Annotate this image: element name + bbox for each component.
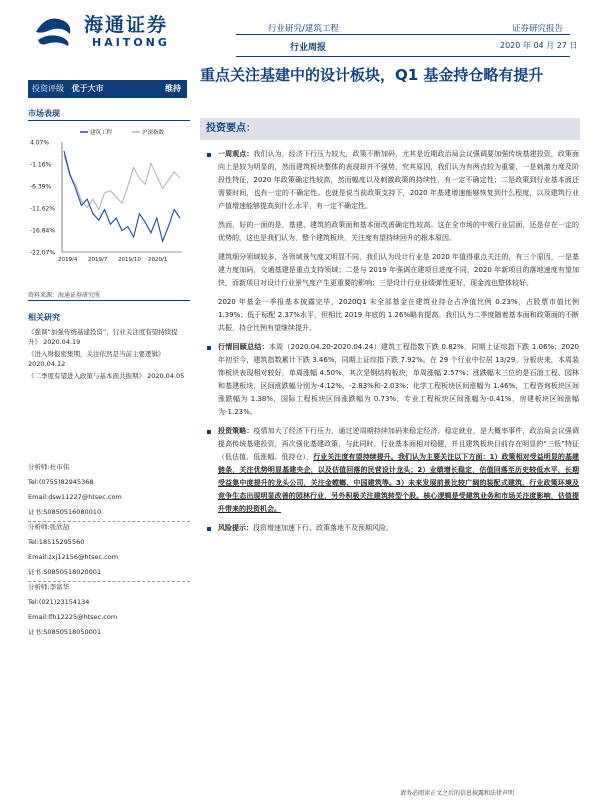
- legend-label: 建筑工程: [90, 130, 113, 136]
- analyst-email[interactable]: Email:lfh12225@htsec.com: [28, 613, 118, 621]
- y-tick-label: -22.07%: [30, 249, 56, 257]
- header-divider-bottom: [236, 56, 570, 57]
- related-item[interactable]: [28, 327, 190, 347]
- investment-rating: [28, 80, 187, 98]
- logo-text-cn: 海通证券: [84, 14, 169, 36]
- analyst-cert: 证书:S0850518050001: [28, 628, 102, 636]
- analyst-email[interactable]: Email:zxj12156@htsec.com: [28, 553, 119, 561]
- strategy-paragraph: [205, 425, 579, 516]
- body-paragraph: 然而，好的一面的是，基建、建筑的政策面和基本面改善确定性较高。这在全市场的中观行业层面，还是存在一定的优势的，这也是我们认为，整个建筑板块，关注度有望持续回升的根本原因。: [218, 221, 579, 242]
- strategy-text: 疫情加大了经济下行压力，通过逆周期持续加码来稳定经济、稳定就业，是大概率事件，政治局会议强调提高传统基建投资，再次强化基建政策，与此同时，行业基本面相对稳健，并且建筑板块目前存在明显的“三低”特征（低估值、低涨幅、低持仓），: [218, 427, 580, 461]
- analyst-tel: Tel:18515295560: [28, 538, 85, 546]
- report-title: 重点关注基建中的设计板块，Q1 基金持仓略有提升: [200, 66, 544, 84]
- report-body: [205, 148, 579, 541]
- related-title: 《强调“加强传统基建投资”，行业关注度有望持续提升》: [28, 328, 178, 346]
- risk-paragraph: [205, 522, 579, 535]
- strategy-highlight: 行业关注度有望持续提升。我们认为主要关注以下方面：1）政策相对受益明显的基建链条，关注优势明显基建央企，以及估值回落的民营设计龙头；2）业绩增长稳定，估值回落至历史较低水平，长期受益集中度提升的龙头公司，关注金螳螂、中国建筑等。3）未来发展前景比较广阔的装配式建筑、行业政策环境及竞争生态出现明显改善的园林行业，另外积极关注建筑转型个股。核心逻辑是受建筑业务和市场关注度影响，估值提升带来的投资机会。: [218, 453, 580, 513]
- report-header: [0, 0, 600, 62]
- related-title: 《二季度有望进入政策与基本面共振期》: [28, 372, 145, 380]
- rating-value: 优于大市: [71, 84, 104, 93]
- report-type: 行业周报: [290, 43, 327, 53]
- related-date: 2020.04.12: [28, 360, 66, 368]
- related-item[interactable]: [28, 371, 190, 381]
- risk-text: 投资增速加速下行、政策落地不及预期风险。: [253, 524, 393, 532]
- weekly-view-text: 我们认为，经济下行压力较大，政策不断加码，尤其是近期政治局会议强调要加强传统基建投资，政策面向上是较为明显的，然而建筑板块整体的表现却并不强势，究其原因，我们认为有两点较为重要，一是刺激力度及阶段性特征，2020 年政策确定性较高，然而幅度以及刺激政策的持续性，有一定不确定性；二是政策到行业基本面还需要时间，也有一定的不确定性。也就是说当前政策支持下，2020 年基建增速能够恢复到什么程度，以及建筑行业产值增速能够提高到什么水平，有一定不确定性。: [218, 150, 580, 210]
- risk-heading: 风险提示：: [218, 524, 253, 532]
- body-paragraph: 建筑细分领域较多，各领域景气度又明显不同，我们认为设计行业是 2020 年值得重点关注的，有三个原因，一是基建力度加码，交通基建是重点支持领域；二是与 2019 年强调在建项目进度不同，2020 年新项目的落地速度有望加快，而新项目对设计行业景气度产生更重要的影响；三是设计行业业绩弹性更好，现金流也整体较好。: [218, 253, 579, 287]
- market-review-text: 本周（2020.04.20-2020.04.24）建筑工程指数下跌 0.82%，同期上证综指下跌 1.06%；2020 年初至今，建筑指数累计下跌 3.46%，同期上证综指下跌 7.92%。在 29 个行业中位居 13/29。分板块来，本周装饰板块表现相对较好，单周涨幅 4.50%，其次是钢结构板块，单周涨幅 2.57%；涨跌幅末三位的是石油工程、园林和基建板块，区间涨跌幅分别为-4.12%、-2.83%和-2.03%；化学工程板块区间涨幅为 1.46%，工程咨询板块区间涨跌幅为 1.38%，国际工程板块区间涨跌幅为 0.73%，专业工程板块区间涨幅为-0.41%，房建板块区间涨幅为-1.23%。: [218, 343, 579, 416]
- market-performance-label: 市场表现: [28, 109, 60, 118]
- related-item[interactable]: [28, 349, 190, 369]
- y-tick-label: -11.62%: [30, 205, 56, 213]
- x-tick-label: 2019/10: [118, 257, 141, 263]
- weekly-view-heading: 一周观点：: [218, 150, 254, 158]
- related-research: [28, 312, 190, 383]
- analyst-name: 分析师:张欣劼: [28, 523, 70, 531]
- analyst-tel: Tel:(0755)82945368: [28, 478, 94, 486]
- related-date: 2020.04.19: [43, 338, 81, 346]
- market-review-heading: 行情回顾总结：: [218, 343, 269, 351]
- y-tick-label: -1.16%: [30, 161, 52, 169]
- weekly-view-paragraph: [205, 148, 579, 213]
- series-line-index: [64, 155, 180, 210]
- divider: [28, 300, 190, 301]
- analyst-name: 分析师:李富华: [28, 583, 70, 591]
- report-date: 2020 年 04 月 27 日: [500, 41, 578, 50]
- x-tick-label: 2019/4: [58, 257, 78, 263]
- y-tick-label: -6.39%: [30, 183, 52, 191]
- market-performance-chart: [28, 124, 186, 274]
- series-line-sector: [64, 151, 180, 242]
- logo-text-en: HAITONG: [92, 36, 170, 49]
- related-title: 《进入财报密集期，关注依然是当前主要逻辑》: [28, 350, 165, 358]
- rating-label: 投资评级: [32, 84, 64, 93]
- x-tick-label: 2020/1: [148, 257, 168, 263]
- header-divider: [236, 34, 570, 35]
- report-kind: 证券研究报告: [512, 24, 564, 34]
- related-label: 相关研究: [28, 313, 60, 322]
- rating-action: 维持: [165, 84, 181, 93]
- haitong-logo: [28, 10, 178, 58]
- analyst-email[interactable]: Email:dsw11227@htsec.com: [28, 493, 122, 501]
- analyst-block: [28, 580, 190, 640]
- divider: [28, 120, 190, 121]
- disclaimer-footer: 请务必阅读正文之后的信息披露和法律声明: [400, 790, 515, 797]
- market-review-paragraph: [205, 341, 579, 419]
- y-tick-label: -16.84%: [30, 227, 56, 235]
- analyst-name: 分析师:杜市伟: [28, 463, 70, 471]
- body-paragraph: 2020 年基金一季报基本披露完毕，2020Q1 末全部基金在建筑业持仓占净值比例 0.23%，占股票市值比例 1.39%；低于标配 2.37%水平，但相比 2019 年底的 1.26%略有提高。我们认为二季度随着基本面和政策面的不断共振，持仓比例有望继续提升。: [218, 298, 579, 332]
- analyst-tel: Tel:(021)23154134: [28, 598, 90, 606]
- x-tick-label: 2019/7: [88, 257, 108, 263]
- analyst-cert: 证书:S0850516080010: [28, 508, 102, 516]
- report-category: 行业研究/建筑工程: [268, 24, 339, 34]
- logo-emblem-icon: [32, 12, 76, 52]
- legend-label: 沪深指数: [142, 130, 165, 136]
- related-date: 2020.04.05: [147, 372, 185, 380]
- analyst-block: [28, 460, 190, 522]
- chart-source: 资料来源：海通证券研究所: [28, 292, 101, 299]
- strategy-heading: 投资策略：: [218, 427, 254, 435]
- y-tick-label: 4.07%: [30, 139, 50, 147]
- summary-heading: 投资要点：: [200, 118, 580, 140]
- analyst-cert: 证书:S0850518020001: [28, 568, 102, 576]
- analyst-block: [28, 520, 190, 582]
